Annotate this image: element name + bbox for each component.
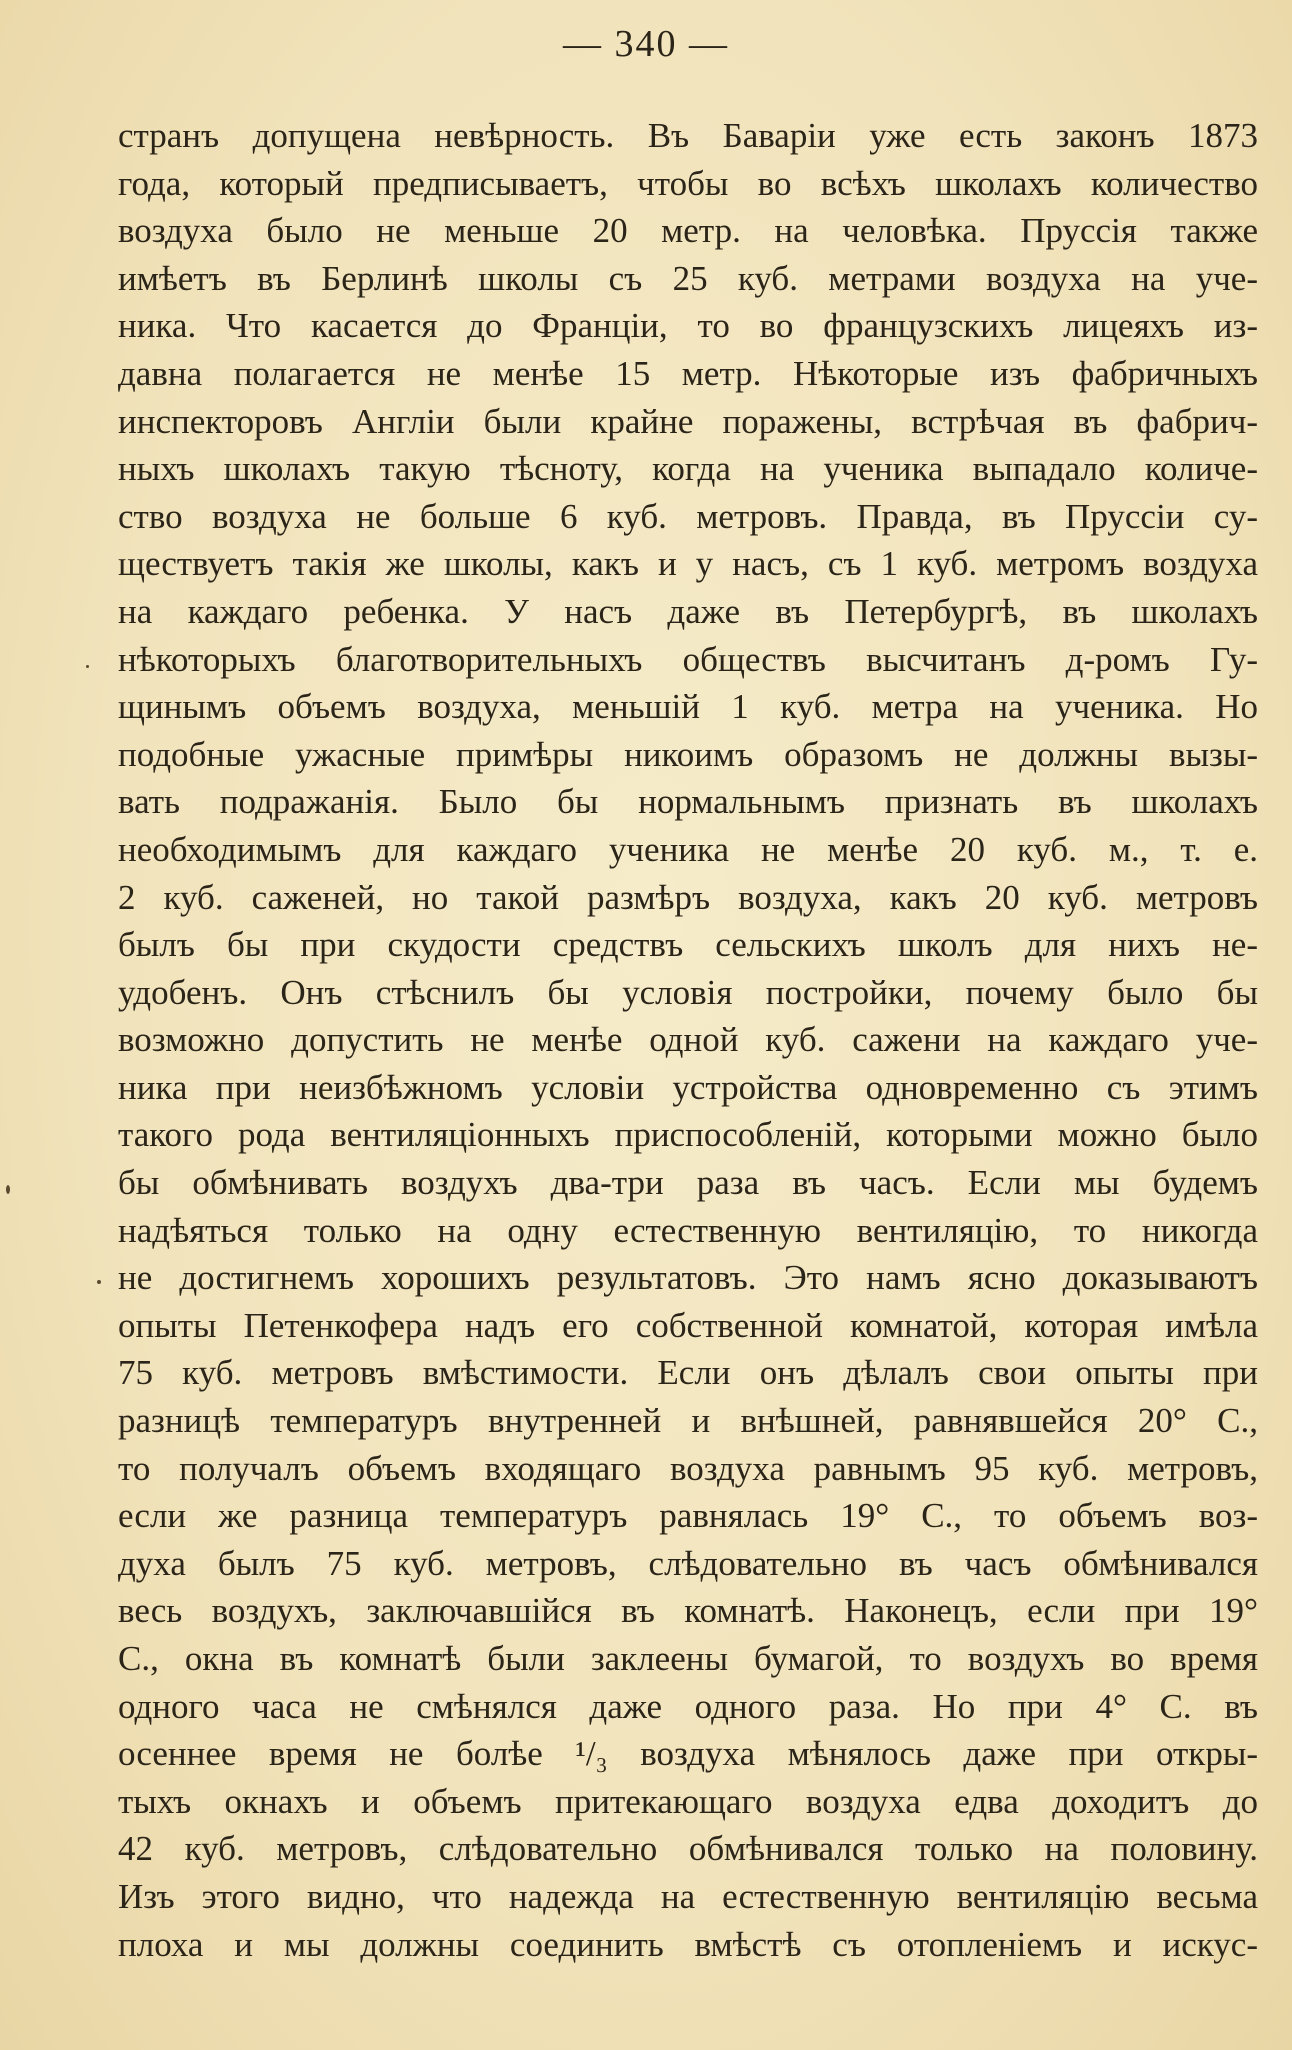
- text-line: 75 куб. метровъ вмѣстимости. Если онъ дѣлалъ свои опыты при: [118, 1353, 1258, 1393]
- text-line: удобенъ. Онъ стѣснилъ бы условія постройки, почему было бы: [118, 972, 1258, 1012]
- text-line: воздуха было не меньше 20 метр. на человѣка. Пруссія также: [118, 211, 1258, 251]
- text-line: инспекторовъ Англіи были крайне поражены, встрѣчая въ фабрич-: [118, 401, 1258, 441]
- text-line: если же разница температуръ равнялась 19° С., то объемъ воз-: [118, 1496, 1258, 1536]
- paper-speck: [97, 1280, 101, 1284]
- text-line: тыхъ окнахъ и объемъ притекающаго воздуха едва доходитъ до: [118, 1781, 1258, 1821]
- page-number-header: — 340 —: [563, 23, 729, 65]
- text-line: 2 куб. саженей, но такой размѣръ воздуха, какъ 20 куб. метровъ: [118, 877, 1258, 917]
- text-line: не достигнемъ хорошихъ результатовъ. Это намъ ясно доказываютъ: [118, 1258, 1258, 1298]
- text-line: духа былъ 75 куб. метровъ, слѣдовательно въ часъ обмѣнивался: [118, 1543, 1258, 1583]
- text-line: былъ бы при скудости средствъ сельскихъ школъ для нихъ не-: [118, 925, 1258, 965]
- text-line: такого рода вентиляціонныхъ приспособленій, которыми можно было: [118, 1115, 1258, 1155]
- text-line: года, который предписываетъ, чтобы во всѣхъ школахъ количество: [118, 163, 1258, 203]
- text-line: плоха и мы должны соединить вмѣстѣ съ отопленіемъ и искус-: [118, 1924, 1258, 1964]
- text-line: 42 куб. метровъ, слѣдовательно обмѣнивался только на половину.: [118, 1829, 1258, 1869]
- text-line: щинымъ объемъ воздуха, меньшій 1 куб. метра на ученика. Но: [118, 687, 1258, 727]
- text-line: разницѣ температуръ внутренней и внѣшней, равнявшейся 20° С.,: [118, 1401, 1258, 1441]
- paper-speck: [6, 1185, 10, 1194]
- text-line: С., окна въ комнатѣ были заклеены бумагой, то воздухъ во время: [118, 1639, 1258, 1678]
- text-line: надѣяться только на одну естественную вентиляцію, то никогда: [118, 1210, 1258, 1250]
- text-line: ника при неизбѣжномъ условіи устройства одновременно съ этимъ: [118, 1067, 1258, 1107]
- page-body-text: [118, 112, 1258, 1968]
- text-line: на каждаго ребенка. У насъ даже въ Петербургѣ, въ школахъ: [118, 591, 1258, 631]
- text-line: странъ допущена невѣрность. Въ Баваріи уже есть законъ 1873: [118, 116, 1258, 155]
- text-line: ществуетъ такія же школы, какъ и у насъ, съ 1 куб. метромъ воздуха: [118, 544, 1258, 584]
- text-line: бы обмѣнивать воздухъ два-три раза въ часъ. Если мы будемъ: [118, 1163, 1258, 1203]
- text-line: имѣетъ въ Берлинѣ школы съ 25 куб. метрами воздуха на уче-: [118, 258, 1258, 298]
- text-line: весь воздухъ, заключавшійся въ комнатѣ. Наконецъ, если при 19°: [118, 1591, 1258, 1631]
- text-line: возможно допустить не менѣе одной куб. сажени на каждаго уче-: [118, 1020, 1258, 1060]
- text-line: подобные ужасные примѣры никоимъ образомъ не должны вызы-: [118, 734, 1258, 774]
- text-line: ныхъ школахъ такую тѣсноту, когда на ученика выпадало количе-: [118, 449, 1258, 489]
- text-line: то получалъ объемъ входящаго воздуха равнымъ 95 куб. метровъ,: [118, 1448, 1258, 1488]
- paper-speck: [86, 665, 89, 668]
- text-line: опыты Петенкофера надъ его собственной комнатой, которая имѣла: [118, 1305, 1258, 1345]
- text-line: ство воздуха не больше 6 куб. метровъ. Правда, въ Пруссіи су-: [118, 496, 1258, 536]
- text-line: необходимымъ для каждаго ученика не менѣе 20 куб. м., т. е.: [118, 829, 1258, 869]
- text-line: нѣкоторыхъ благотворительныхъ обществъ высчитанъ д-ромъ Гу-: [118, 639, 1258, 679]
- text-line: одного часа не смѣнялся даже одного раза. Но при 4° С. въ: [118, 1686, 1258, 1726]
- text-line: давна полагается не менѣе 15 метр. Нѣкоторые изъ фабричныхъ: [118, 353, 1258, 393]
- text-line: ника. Что касается до Франціи, то во французскихъ лицеяхъ из-: [118, 306, 1258, 346]
- text-line: Изъ этого видно, что надежда на естественную вентиляцію весьма: [118, 1876, 1258, 1916]
- text-line: вать подражанія. Было бы нормальнымъ признать въ школахъ: [118, 782, 1258, 822]
- text-line: осеннее время не болѣе ¹/₃ воздуха мѣнялось даже при откры-: [118, 1734, 1258, 1774]
